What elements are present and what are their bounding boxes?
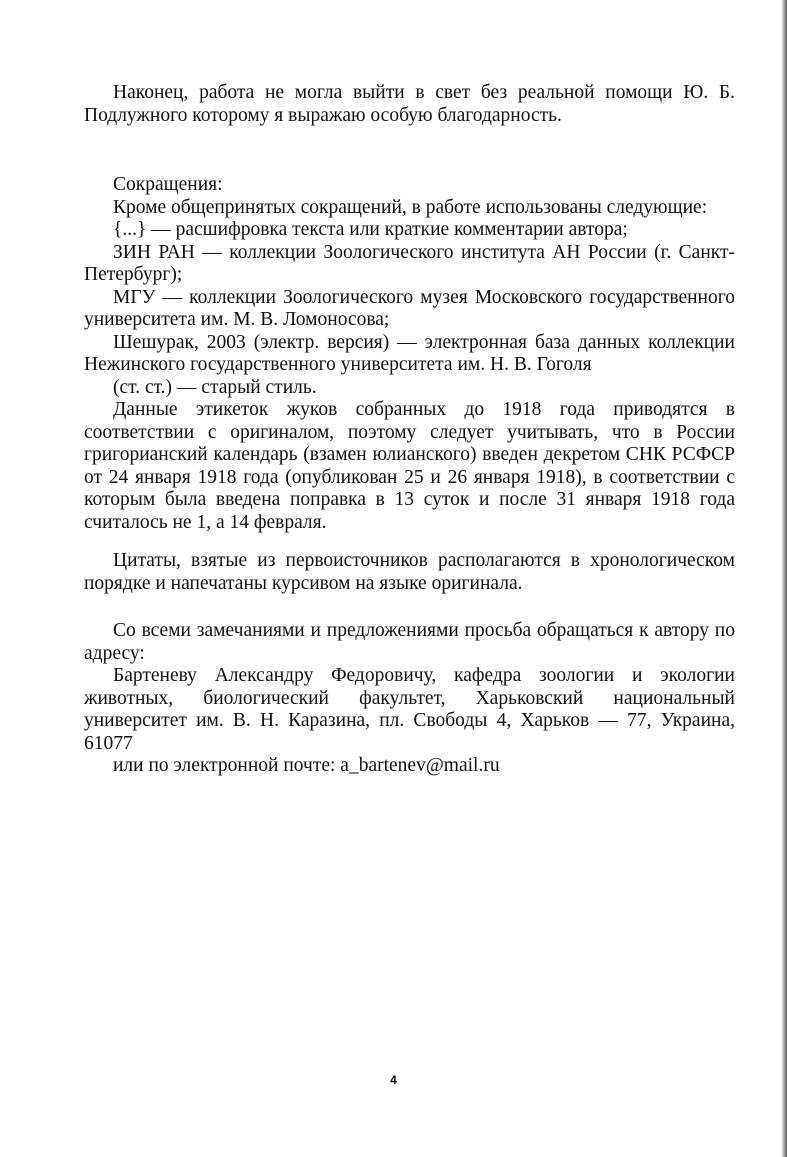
abbreviations-heading: Сокращения: — [113, 174, 223, 195]
calendar-note-paragraph: Данные этикеток жуков собранных до 1918 года приводятся в соответствии с оригиналом, поэтому следует учитывать, что в России григорианский календарь (взамен юлианского) введен декретом СНК РСФСР от 24 января 1918 года (опубликован 25 и 26 января 1918), в соответствии с которым была введена поправка в 13 суток и после 31 января 1918 года считалось не 1, а 14 февраля. — [84, 399, 735, 533]
page-number: 4 — [390, 1073, 397, 1087]
abbreviation-item-zin: ЗИН РАН — коллекции Зоологического института АН России (г. Санкт-Петербург); — [84, 241, 735, 285]
quotes-note-paragraph: Цитаты, взятые из первоисточников располагаются в хронологическом порядке и напечатаны курсивом на языке оригинала. — [84, 550, 735, 594]
abbreviation-item-old-style: (ст. ст.) — старый стиль. — [113, 376, 317, 398]
contact-address: Бартеневу Александру Федоровичу, кафедра зоологии и экологии животных, биологический факультет, Харьковский национальный университет им. В. Н. Каразина, пл. Свободы 4, Харьков — 77, Украина, 61077 — [84, 665, 735, 754]
contact-intro: Со всеми замечаниями и предложениями просьба обращаться к автору по адресу: — [84, 620, 735, 664]
abbreviations-lead: Кроме общепринятых сокращений, в работе использованы следующие: — [113, 196, 708, 218]
abbreviation-item-sheshurak: Шешурак, 2003 (электр. версия) — электронная база данных коллекции Нежинского государственного университета им. Н. В. Гоголя — [84, 331, 735, 375]
abbreviation-item-mgu: МГУ — коллекции Зоологического музея Московского государственного университета им. М. В. Ломоносова; — [84, 286, 735, 330]
abbreviation-item-comments: {...} — расшифровка текста или краткие комментарии автора; — [113, 219, 628, 240]
contact-email-line: или по электронной почте: a_bartenev@mail.ru — [113, 755, 500, 776]
scan-edge-shadow — [781, 0, 787, 1157]
document-body — [84, 82, 735, 778]
acknowledgement-paragraph: Наконец, работа не могла выйти в свет без реальной помощи Ю. Б. Подлужного которому я выражаю особую благодарность. — [84, 82, 735, 126]
